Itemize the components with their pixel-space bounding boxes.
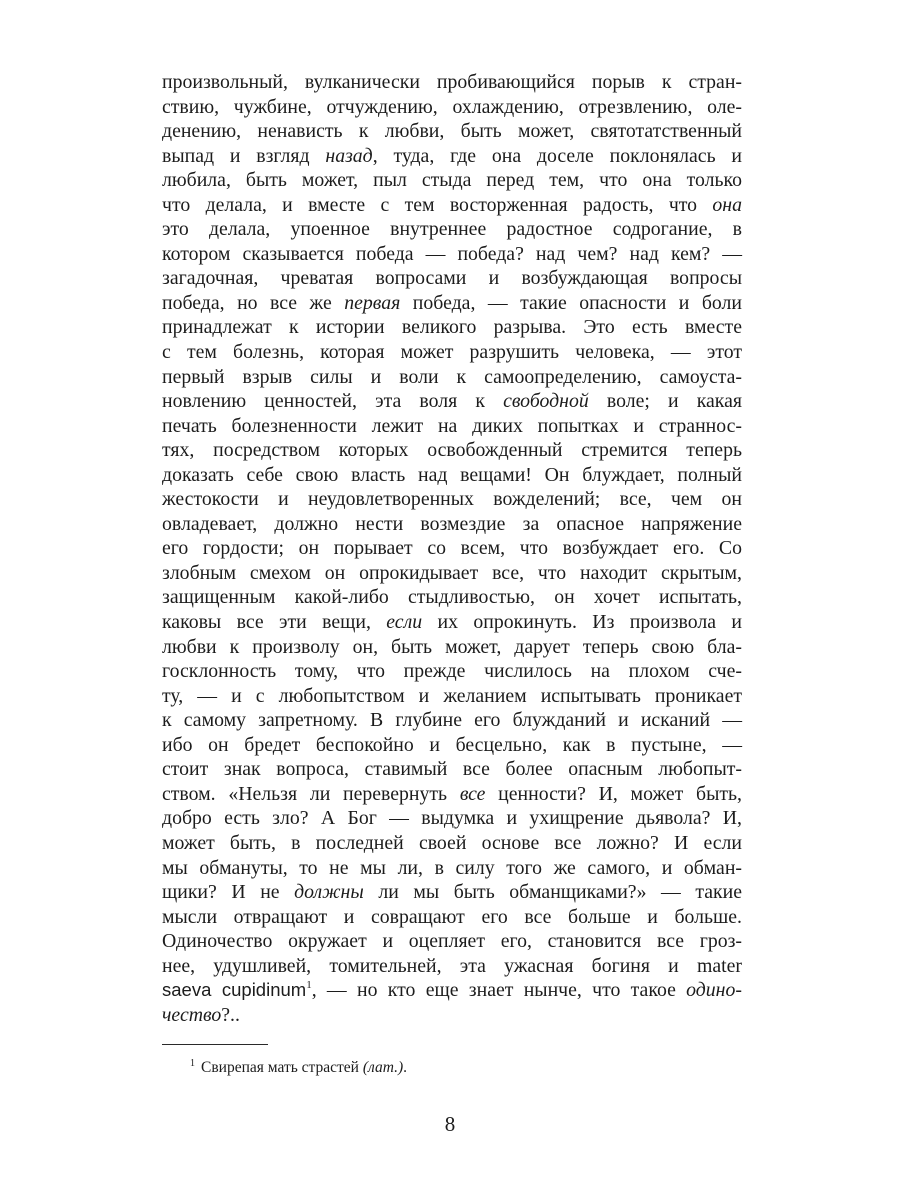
line-text: первый взрыв силы и воли к самоопределению, самоуста- [162,365,742,388]
line-text: стоит знак вопроса, ставимый все более опасным любопыт- [162,758,742,781]
footnote-end: . [403,1059,407,1076]
text-line [162,978,742,1003]
text-line [162,561,742,586]
line-text: ту, — и с любопытством и желанием испытывать проникает [162,684,742,707]
text-line [162,291,742,316]
text-line [162,782,742,807]
line-text: ствию, чужбине, отчуждению, охлаждению, отрезвлению, оле- [162,95,742,118]
text-line [162,389,742,414]
emphasis-text: если [386,611,423,634]
text-line [162,242,742,267]
line-text: ценности? И, может быть, [485,782,742,805]
emphasis-text: одино- [686,979,742,1002]
line-text: жестокости и неудовлетворенных вожделений; все, чем он [162,488,742,511]
line-text: выпад и взгляд [162,144,326,167]
line-text: щики? И не [162,881,295,904]
footnote [190,1058,407,1078]
text-line [162,70,742,95]
text-line [162,463,742,488]
text-line [162,659,742,684]
text-line [162,438,742,463]
text-line [162,266,742,291]
line-text: Одиночество окружает и оцепляет его, становится все гроз- [162,930,742,953]
emphasis-text: должны [294,881,364,904]
line-text: денению, ненависть к любви, быть может, святотатственный [162,120,742,143]
line-text: ли мы быть обманщиками?» — такие [363,881,742,904]
line-text: принадлежат к истории великого разрыва. Это есть вместе [162,316,742,339]
line-text: победа, но все же [162,291,345,314]
text-line [162,217,742,242]
emphasis-text: все [459,782,486,805]
line-text: тях, посредством которых освобожденный стремится теперь [162,439,742,462]
text-line [162,414,742,439]
text-line [162,708,742,733]
line-text: овладевает, должно нести возмездие за опасное напряжение [162,512,742,535]
footnote-marker: 1 [190,1058,195,1069]
emphasis-text: свободной [503,390,589,413]
text-line [162,1003,742,1028]
line-text: воле; и какая [588,390,742,413]
line-text: котором сказывается победа — победа? над чем? над кем? — [162,242,742,265]
text-line [162,144,742,169]
text-line [162,512,742,537]
line-text: ством. «Нельзя ли перевернуть [162,782,460,805]
line-text: с тем болезнь, которая может разрушить человека, — этот [162,341,742,364]
line-text: их опрокинуть. Из произвола и [422,611,742,634]
line-text: ?.. [221,1003,240,1026]
footnote-language-note: (лат.) [362,1059,404,1076]
emphasis-text: она [712,193,742,216]
line-text: загадочная, чреватая вопросами и возбуждающая вопросы [162,267,742,290]
text-line [162,585,742,610]
line-text: печать болезненности лежит на диких попытках и страннос- [162,414,742,437]
text-line [162,684,742,709]
text-line [162,856,742,881]
line-text: может быть, в последней своей основе все ложно? И если [162,831,742,854]
page-number: 8 [444,1112,456,1136]
emphasis-text: назад [325,144,373,167]
line-text: госклонность тому, что прежде числилось на плохом сче- [162,660,742,683]
text-line [162,536,742,561]
text-line [162,340,742,365]
line-text: любви к произволу он, быть может, дарует теперь свою бла- [162,635,742,658]
line-text: , — но кто еще знает нынче, что такое [311,979,687,1002]
text-line [162,757,742,782]
emphasis-text: чество [162,1003,222,1026]
line-text: добро есть зло? А Бог — выдумка и ухищрение дьявола? И, [162,807,742,830]
line-text: каковы все эти вещи, [162,611,387,634]
footnote-text: Свирепая мать страстей [201,1059,363,1076]
footnote-reference: 1 [306,979,312,992]
line-text: новлению ценностей, эта воля к [162,390,504,413]
text-line [162,610,742,635]
line-text: доказать себе свою власть над вещами! Он блуждает, полный [162,463,742,486]
line-text: защищенным какой-либо стыдливостью, он хочет испытать, [162,586,742,609]
line-text: произвольный, вулканически пробивающийся порыв к стран- [162,71,742,93]
line-text: победа, — такие опасности и боли [400,291,742,314]
text-line [162,905,742,930]
line-text: это делала, упоенное внутреннее радостное содрогание, в [162,218,742,241]
text-line [162,880,742,905]
text-line [162,119,742,144]
line-text: к самому запретному. В глубине его блужданий и исканий — [162,709,742,732]
latin-phrase: saeva cupidinum [162,979,307,1001]
text-line [162,929,742,954]
line-text: злобным смехом он опрокидывает все, что находит скрытым, [162,561,742,584]
text-line [162,95,742,120]
line-text: мы обмануты, то не мы ли, в силу того же самого, и обман- [162,856,742,879]
emphasis-text: первая [344,291,401,314]
text-line [162,954,742,979]
text-line [162,193,742,218]
line-text: ибо он бредет беспокойно и бесцельно, как в пустыне, — [162,733,742,756]
text-line [162,365,742,390]
main-paragraph [162,70,742,1027]
footnote-separator [162,1044,268,1045]
text-line [162,806,742,831]
text-line [162,831,742,856]
text-line [162,487,742,512]
text-line [162,315,742,340]
line-text: его гордости; он порывает со всем, что возбуждает его. Со [162,537,742,560]
line-text: нее, удушливей, томительней, эта ужасная богиня и mater [162,954,742,977]
text-line [162,168,742,193]
line-text: что делала, и вместе с тем восторженная радость, что [162,193,713,216]
text-line [162,635,742,660]
line-text: любила, быть может, пыл стыда перед тем, что она только [162,169,742,192]
text-line [162,733,742,758]
line-text: , туда, где она доселе поклонялась и [372,144,743,167]
line-text: мысли отвращают и совращают его все больше и больше. [162,905,742,928]
